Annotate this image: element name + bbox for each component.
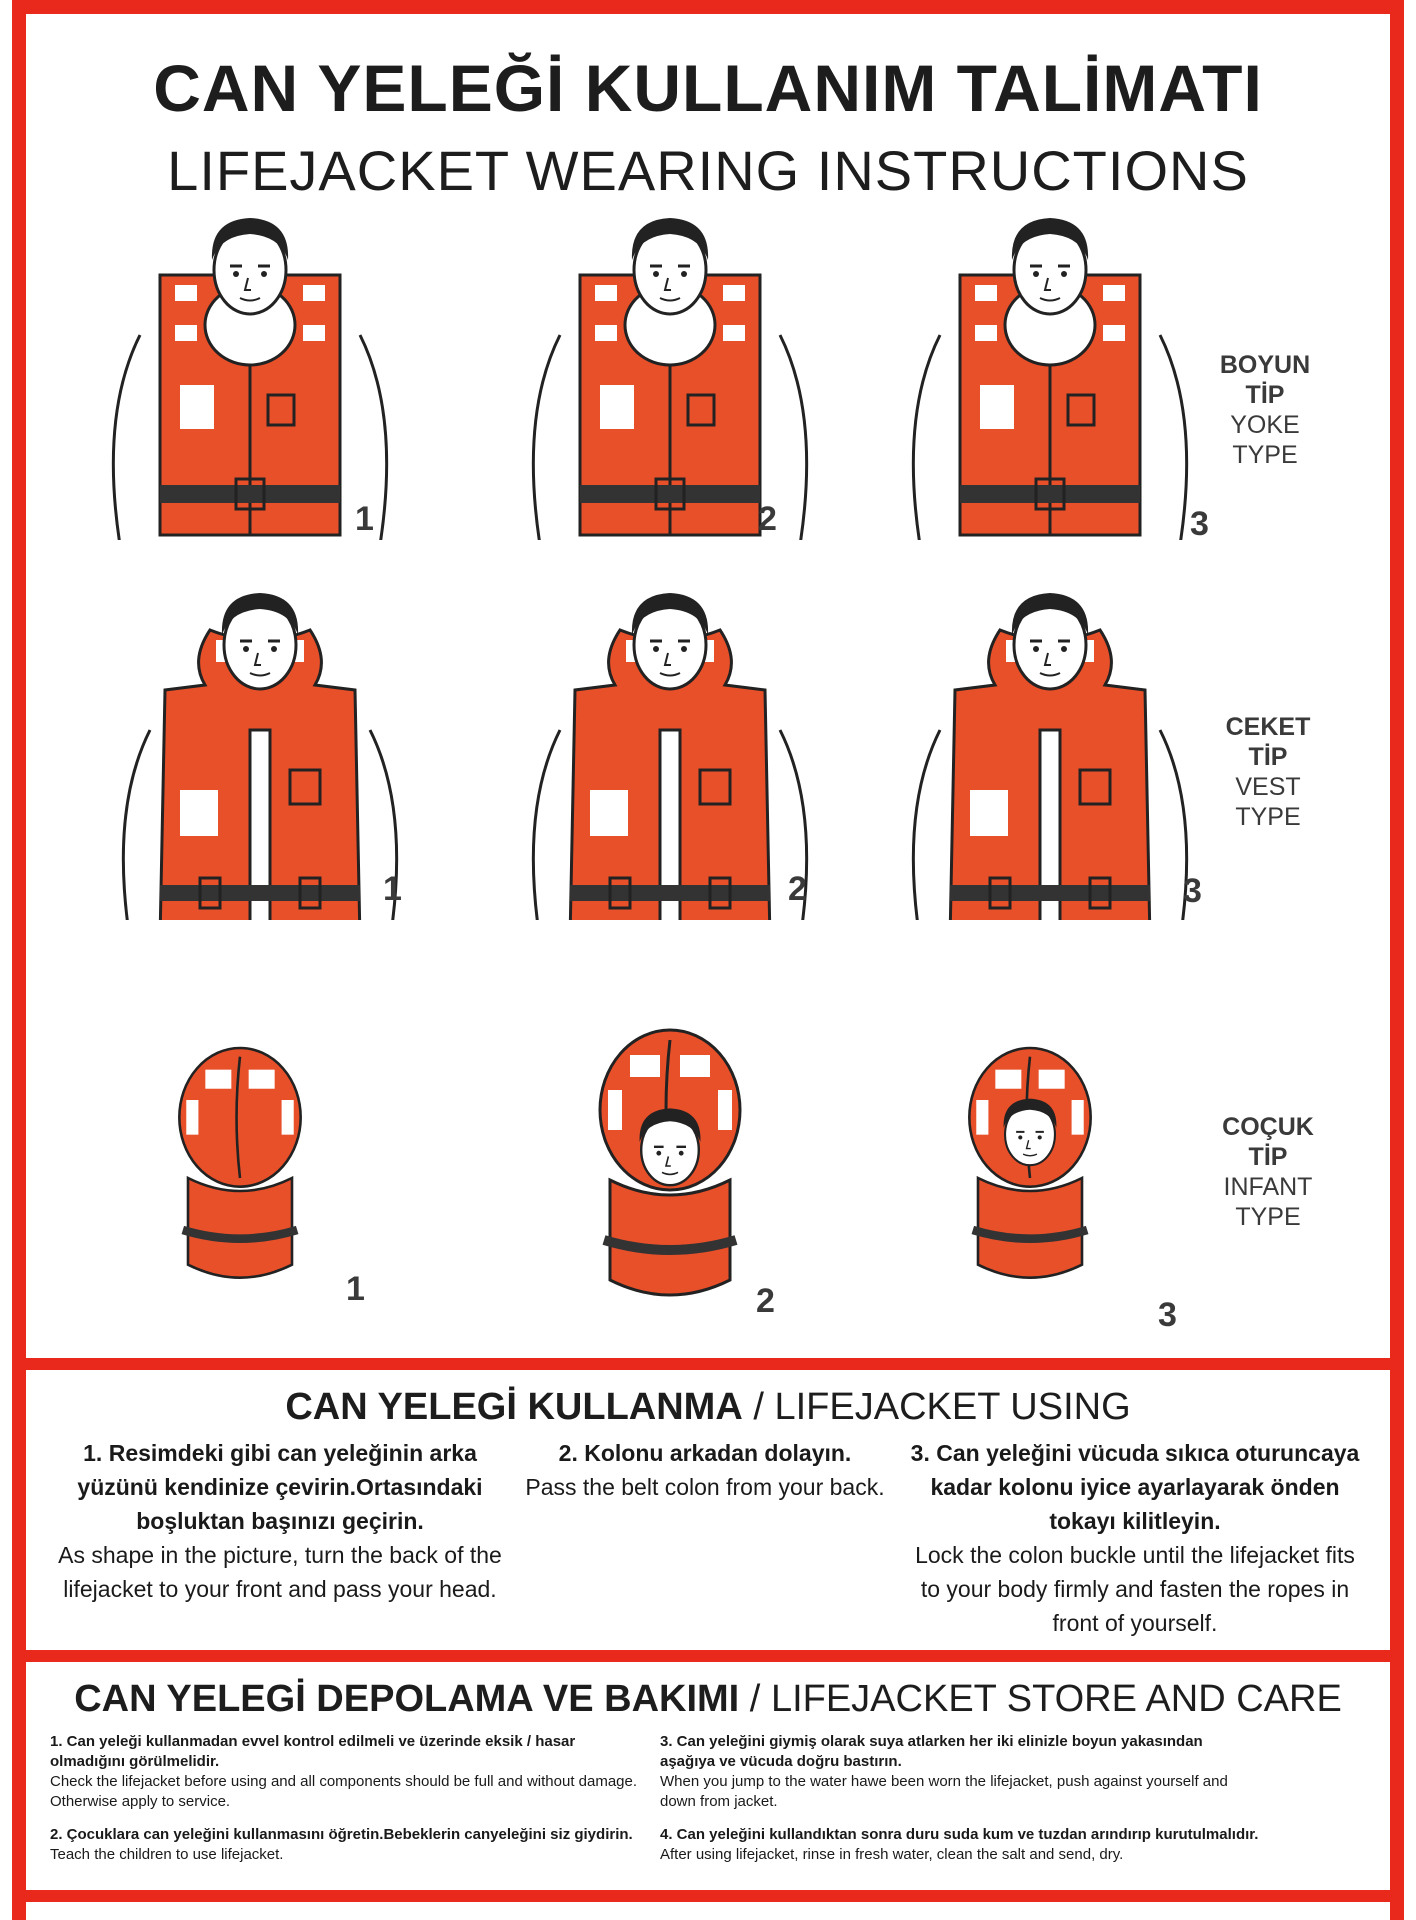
care-item-en: Check the lifejacket before using and all components should be full and without damage. Otherwise apply to service.	[50, 1773, 638, 1810]
illustration-vest-step-2	[520, 590, 820, 920]
section-divider	[12, 1358, 1404, 1370]
type-label-tr: TİP	[1245, 381, 1285, 409]
illustration-infant-step-2	[520, 1000, 820, 1330]
type-label-en: YOKE	[1230, 411, 1300, 439]
using-title-en: LIFEJACKET USING	[774, 1386, 1131, 1428]
step-number: 1	[383, 870, 402, 908]
illustration-yoke-step-1	[100, 210, 400, 540]
using-item-en: Lock the colon buckle until the lifejacket fits to your body firmly and fasten the ropes in front of yourself.	[915, 1542, 1355, 1636]
type-label-tr: COÇUK	[1222, 1113, 1314, 1141]
care-item-tr: 4. Can yeleğini kullandıktan sonra duru suda kum ve tuzdan arındırıp kurutulmalıdır.	[660, 1826, 1259, 1843]
illustration-infant-step-1	[110, 1000, 370, 1330]
care-item-4	[660, 1825, 1360, 1865]
type-label-tr: TİP	[1248, 743, 1288, 771]
type-label-en: INFANT	[1223, 1173, 1313, 1201]
using-item-1	[50, 1436, 510, 1606]
care-item-3	[660, 1732, 1260, 1812]
illustration-infant-step-3	[900, 1000, 1160, 1330]
step-number: 1	[346, 1270, 365, 1308]
using-item-tr: 3. Can yeleğini vücuda sıkıca oturuncaya kadar kolonu iyice ayarlayarak önden tokayı kilitleyin.	[910, 1440, 1360, 1534]
step-number: 3	[1183, 872, 1202, 910]
type-label-vest	[1198, 712, 1338, 832]
illustration-vest-step-1	[110, 590, 410, 920]
type-label-tr: BOYUN	[1219, 351, 1311, 379]
step-number: 2	[756, 1282, 775, 1320]
illustration-yoke-step-3	[900, 210, 1200, 540]
type-label-tr: CEKET	[1225, 713, 1311, 741]
using-item-tr: 2. Kolonu arkadan dolayın.	[558, 1440, 852, 1466]
step-number: 3	[1158, 1296, 1177, 1334]
care-item-en: Teach the children to use lifejacket.	[50, 1846, 284, 1863]
type-label-tr: TİP	[1248, 1143, 1288, 1171]
title-turkish: CAN YELEĞİ KULLANIM TALİMATI	[153, 51, 1263, 125]
care-item-tr: 2. Çocuklara can yeleğini kullanmasını öğretin.Bebeklerin canyeleğini siz giydirin.	[50, 1826, 633, 1843]
using-section-title	[0, 1386, 1416, 1429]
type-label-yoke	[1195, 350, 1335, 470]
title-separator: /	[742, 1386, 775, 1428]
using-item-2	[525, 1436, 885, 1504]
care-section-title	[0, 1678, 1416, 1721]
step-number: 2	[758, 500, 777, 538]
type-label-infant	[1198, 1112, 1338, 1232]
using-item-3	[905, 1436, 1365, 1640]
care-item-tr: 1. Can yeleği kullanmadan evvel kontrol edilmeli ve üzerinde eksik / hasar olmadığını görülmelidir.	[50, 1733, 576, 1770]
title-english: LIFEJACKET WEARING INSTRUCTIONS	[167, 139, 1249, 202]
care-item-1	[50, 1732, 640, 1812]
section-divider	[12, 1890, 1404, 1902]
section-divider	[12, 1650, 1404, 1662]
title-separator: /	[739, 1678, 771, 1720]
type-label-en: TYPE	[1235, 1203, 1301, 1231]
using-item-en: As shape in the picture, turn the back of the lifejacket to your front and pass your head.	[58, 1542, 502, 1602]
type-label-en: TYPE	[1232, 441, 1298, 469]
using-title-tr: CAN YELEGİ KULLANMA	[285, 1386, 743, 1428]
care-title-tr: CAN YELEGİ DEPOLAMA VE BAKIMI	[74, 1678, 740, 1720]
type-label-en: TYPE	[1235, 803, 1301, 831]
step-number: 3	[1190, 505, 1209, 543]
illustration-vest-step-3	[900, 590, 1200, 920]
care-item-2	[50, 1825, 640, 1865]
care-item-tr: 3. Can yeleğini giymiş olarak suya atlarken her iki elinizle boyun yakasından aşağıya ve vücuda doğru bastırın.	[660, 1733, 1203, 1770]
type-label-en: VEST	[1235, 773, 1301, 801]
care-title-en: LIFEJACKET STORE AND CARE	[770, 1678, 1342, 1720]
illustration-yoke-step-2	[520, 210, 820, 540]
care-item-en: After using lifejacket, rinse in fresh water, clean the salt and send, dry.	[660, 1846, 1124, 1863]
using-item-tr: 1. Resimdeki gibi can yeleğinin arka yüzünü kendinize çevirin.Ortasındaki boşluktan başınızı geçirin.	[77, 1440, 483, 1534]
step-number: 2	[788, 870, 807, 908]
step-number: 1	[355, 500, 374, 538]
using-item-en: Pass the belt colon from your back.	[525, 1474, 885, 1500]
care-item-en: When you jump to the water hawe been worn the lifejacket, push against yourself and down from jacket.	[660, 1773, 1228, 1810]
